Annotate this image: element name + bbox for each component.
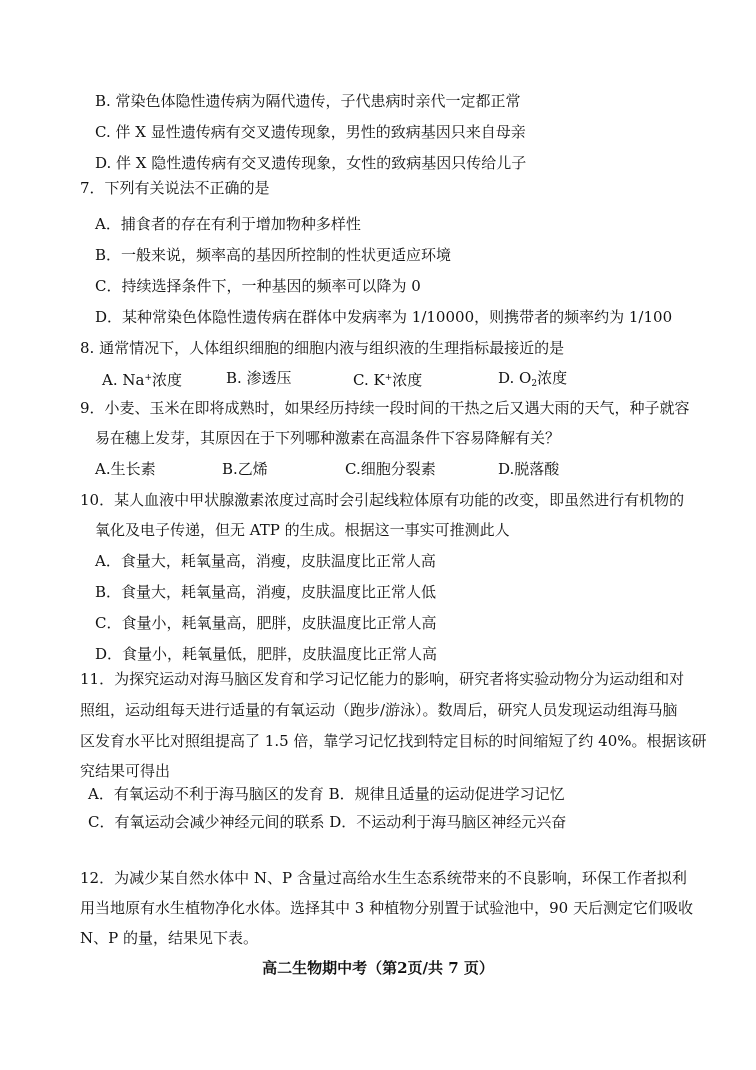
q11-stem-line-1: 11．为探究运动对海马脑区发育和学习记忆能力的影响，研究者将实验动物分为运动组和对: [80, 670, 685, 688]
q7-option-c: C．持续选择条件下，一种基因的频率可以降为 0: [95, 277, 421, 295]
q10-option-a: A．食量大，耗氧量高，消瘦，皮肤温度比正常人高: [95, 552, 436, 570]
q8-option-c-label: C. K: [353, 371, 385, 389]
q10-option-b: B．食量大，耗氧量高，消瘦，皮肤温度比正常人低: [95, 583, 437, 601]
q10-option-d: D．食量小，耗氧量低，肥胖，皮肤温度比正常人高: [95, 645, 438, 663]
q9-stem-line-1: 9．小麦、玉米在即将成熟时，如果经历持续一段时间的干热之后又遇大雨的天气，种子就容: [80, 399, 690, 417]
q8-option-c-suffix: 浓度: [392, 371, 423, 389]
page-footer: 高二生物期中考（第2页/共 7 页）: [262, 959, 494, 977]
q8-option-c: [353, 368, 422, 390]
q7-stem: 7．下列有关说法不正确的是: [80, 179, 270, 197]
q12-stem-line-1: 12．为减少某自然水体中 N、P 含量过高给水生生态系统带来的不良影响，环保工作者拟利: [80, 869, 687, 887]
q11-stem-line-3: 区发育水平比对照组提高了 1.5 倍，靠学习记忆找到特定目标的时间缩短了约 40%。根据该研: [80, 732, 707, 750]
q11-options-ab: A．有氧运动不利于海马脑区的发育 B．规律且适量的运动促进学习记忆: [88, 785, 565, 803]
q9-stem-line-2: 易在穗上发芽，其原因在于下列哪种激素在高温条件下容易降解有关？: [95, 429, 561, 447]
q7-option-b: B．一般来说，频率高的基因所控制的性状更适应环境: [95, 246, 452, 264]
q9-option-b: B.乙烯: [222, 460, 268, 478]
q8-option-d-suffix: 浓度: [537, 369, 568, 387]
q8-option-d-subscript: 2: [531, 379, 538, 389]
q8-option-b: B. 渗透压: [226, 369, 292, 387]
q7-option-d: D．某种常染色体隐性遗传病在群体中发病率为 1/10000，则携带者的频率约为 1/100: [95, 308, 673, 326]
q10-stem-line-2: 氧化及电子传递，但无 ATP 的生成。根据这一事实可推测此人: [95, 521, 510, 539]
q8-stem: 8. 通常情况下，人体组织细胞的细胞内液与组织液的生理指标最接近的是: [80, 339, 565, 357]
q7-option-a: A．捕食者的存在有利于增加物种多样性: [95, 215, 361, 233]
q8-option-d: [498, 368, 567, 394]
q8-option-a-suffix: 浓度: [151, 371, 182, 389]
q9-option-c: C.细胞分裂素: [345, 460, 436, 478]
q12-stem-line-3: N、P 的量，结果见下表。: [80, 929, 258, 947]
q8-option-c-superscript: +: [384, 373, 393, 383]
q8-option-d-label: D. O: [498, 369, 532, 387]
q8-option-a-superscript: +: [144, 373, 152, 383]
q8-option-a: [102, 368, 182, 390]
q11-stem-line-4: 究结果可得出: [80, 762, 171, 780]
q6-option-c: C. 伴 X 显性遗传病有交叉遗传现象，男性的致病基因只来自母亲: [95, 123, 526, 141]
q6-option-d: D. 伴 X 隐性遗传病有交叉遗传现象，女性的致病基因只传给儿子: [95, 154, 527, 172]
q11-stem-line-2: 照组，运动组每天进行适量的有氧运动（跑步/游泳）。数周后，研究人员发现运动组海马脑: [80, 701, 678, 719]
q9-option-d: D.脱落酸: [498, 460, 560, 478]
q11-options-cd: C．有氧运动会减少神经元间的联系 D．不运动利于海马脑区神经元兴奋: [88, 813, 567, 831]
q10-stem-line-1: 10．某人血液中甲状腺激素浓度过高时会引起线粒体原有功能的改变，即虽然进行有机物的: [80, 491, 685, 509]
q9-option-a: A.生长素: [95, 460, 156, 478]
q12-stem-line-2: 用当地原有水生植物净化水体。选择其中 3 种植物分别置于试验池中，90 天后测定它们吸收: [80, 899, 693, 917]
q8-option-a-label: A. Na: [102, 371, 145, 389]
q6-option-b: B. 常染色体隐性遗传病为隔代遗传，子代患病时亲代一定都正常: [95, 92, 521, 110]
q10-option-c: C．食量小，耗氧量高，肥胖，皮肤温度比正常人高: [95, 614, 437, 632]
